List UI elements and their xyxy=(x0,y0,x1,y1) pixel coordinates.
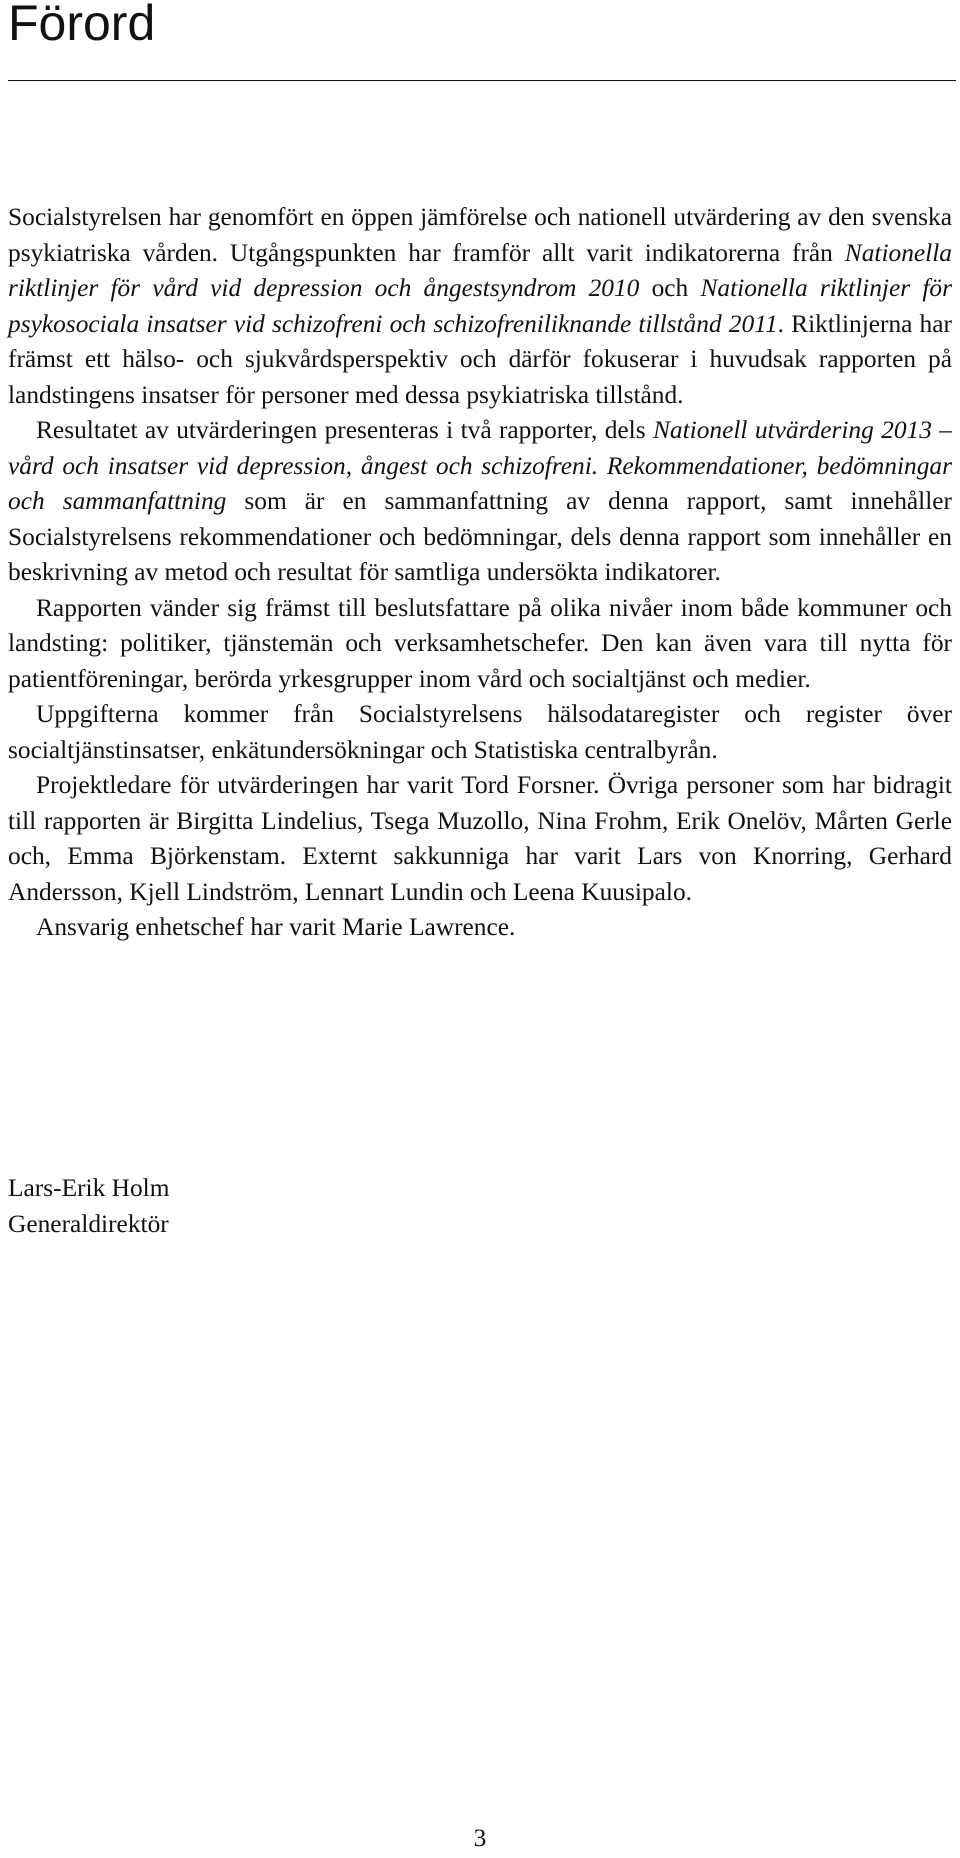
guideline-title-schizophrenia: Nationella riktlinjer för psykosociala insatser vid schizofreni och schizofreniliknande tillstånd 2011 xyxy=(8,274,952,338)
page-number: 3 xyxy=(473,1824,487,1852)
paragraph-text: . Riktlinjerna har främst ett hälso- och sjukvårdsperspektiv och därför fokuserar i huvudsak rapporten på landstingens insatser för personer med dessa psykiatriska tillstånd. xyxy=(8,309,952,409)
paragraph-text: och xyxy=(639,274,701,302)
signature-block xyxy=(8,1171,169,1242)
paragraph-text: Socialstyrelsen har genomfört en öppen jämförelse och nationell utvärdering av den svenska psykiatriska vården. Utgångspunkten har framför allt varit indikatorerna från xyxy=(8,203,952,267)
page-title: Förord xyxy=(8,0,156,51)
paragraph-audience: Rapporten vänder sig främst till beslutsfattare på olika nivåer inom både kommuner och landsting: politiker, tjänstemän och verksamhetschefer. Den kan även vara till nytta för patientföreningar, berörda yrkesgrupper inom vård och socialtjänst och medier. xyxy=(8,593,952,693)
paragraph-responsible: Ansvarig enhetschef har varit Marie Lawrence. xyxy=(36,913,516,941)
paragraph-text: som är en sammanfattning av denna rapport, samt innehåller Socialstyrelsens rekommendationer och bedömningar, dels denna rapport som innehåller en beskrivning av metod och resultat för samtliga undersökta indikatorer. xyxy=(8,487,952,586)
paragraph-text: Resultatet av utvärderingen presenteras i två rapporter, dels xyxy=(36,416,653,444)
title-divider xyxy=(8,80,956,81)
paragraph-data-sources: Uppgifterna kommer från Socialstyrelsens hälsodataregister och register över socialtjänstinsatser, enkätundersökningar och Statistiska centralbyrån. xyxy=(8,700,952,764)
paragraph-reports xyxy=(8,413,952,591)
paragraph-intro xyxy=(8,200,952,413)
foreword-body xyxy=(8,200,952,946)
signature-name: Lars-Erik Holm xyxy=(8,1174,170,1202)
signature-title: Generaldirektör xyxy=(8,1209,169,1238)
guideline-title-depression: Nationella riktlinjer för vård vid depression och ångestsyndrom 2010 xyxy=(8,238,952,302)
paragraph-contributors: Projektledare för utvärderingen har varit Tord Forsner. Övriga personer som har bidragit till rapporten är Birgitta Lindelius, Tsega Muzollo, Nina Frohm, Erik Onelöv, Mårten Gerle och, Emma Björkenstam. Externt sakkunniga har varit Lars von Knorring, Gerhard Andersson, Kjell Lindström, Lennart Lundin och Leena Kuusipalo. xyxy=(8,771,952,906)
report-title: Nationell utvärdering 2013 – vård och insatser vid depression, ångest och schizofreni. Rekommendationer, bedömningar och sammanfattning xyxy=(8,416,952,515)
